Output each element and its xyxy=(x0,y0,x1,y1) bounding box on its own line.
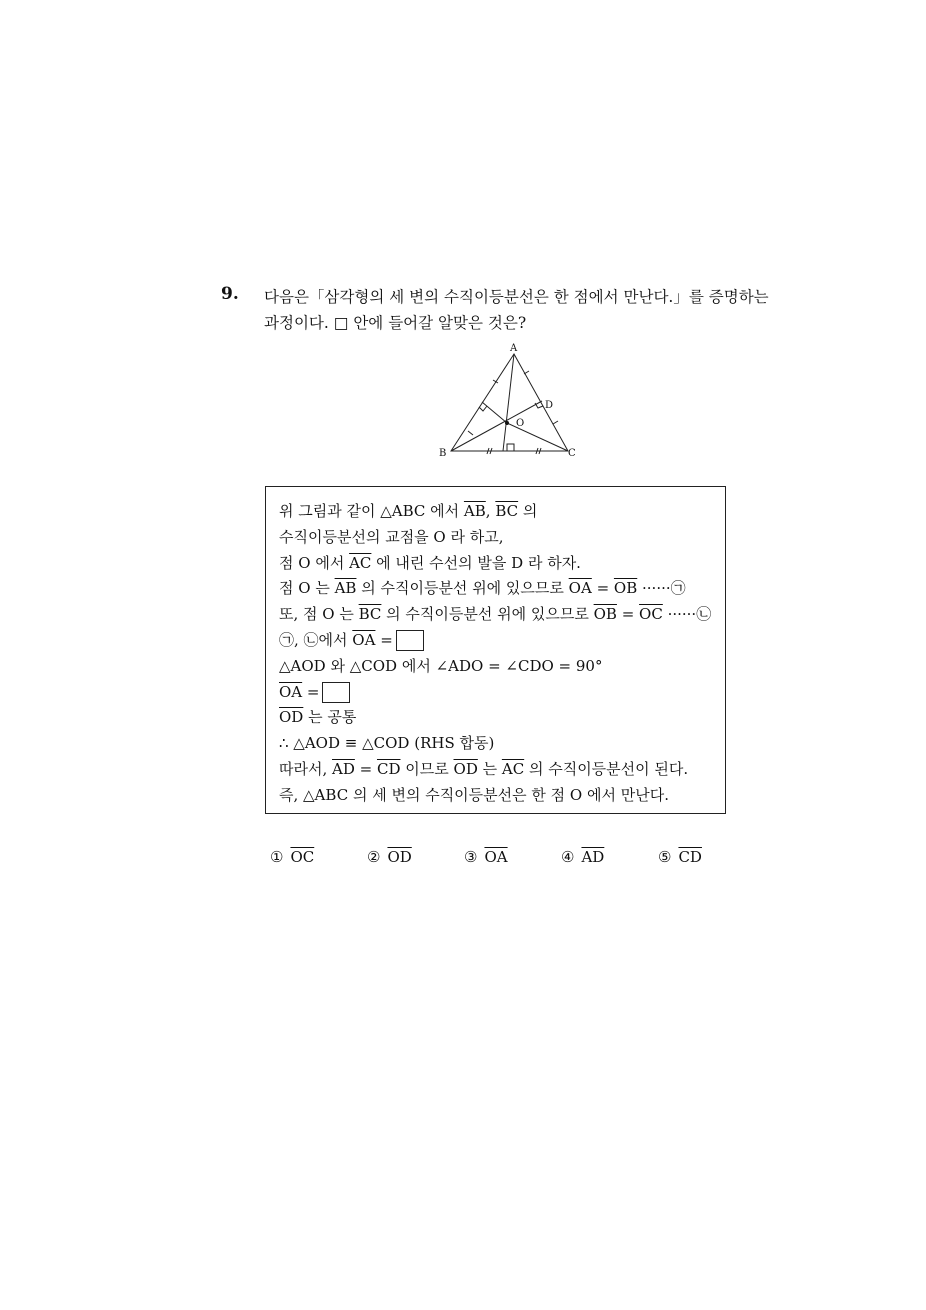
label-d: D xyxy=(545,400,554,411)
right-angle-bc xyxy=(507,444,514,451)
answer-blank-1 xyxy=(396,630,424,651)
answer-blank-2 xyxy=(322,682,350,703)
proof-line-3: 점 O 에서 $\overline{AC}$ 에 내린 수선의 발을 D 라 하자. xyxy=(279,553,581,572)
question-line-2: 과정이다. □ 안에 들어갈 알맞은 것은? xyxy=(264,314,527,332)
proof-line-10: ∴ △AOD ≡ △COD (RHS 합동) xyxy=(279,734,495,753)
proof-line-11: 따라서, $\overline{AD} = \overline{CD}$ 이므로 $\overline{OD}$ 는 $\overline{AC}$ 의 수직이등분선이 된다. xyxy=(279,759,689,778)
choice-1[interactable]: ① $\overline{OC}$ xyxy=(270,848,315,866)
point-o xyxy=(505,421,509,425)
proof-line-4: 점 O 는 $\overline{AB}$ 의 수직이등분선 위에 있으므로 $\overline{OA} = \overline{OB}$ ······㉠ xyxy=(279,579,686,598)
proof-box xyxy=(265,486,726,814)
label-b: B xyxy=(439,448,447,459)
choice-2[interactable]: ② $\overline{OD}$ xyxy=(367,848,412,866)
label-c: C xyxy=(568,448,576,459)
choice-3[interactable]: ③ $\overline{OA}$ xyxy=(464,848,508,866)
question-text xyxy=(264,284,769,336)
proof-line-1: 위 그림과 같이 △ABC 에서 $\overline{AB}$, $\overline{BC}$ 의 xyxy=(279,502,538,520)
proof-line-2: 수직이등분선의 교점을 O 라 하고, xyxy=(279,527,504,546)
choice-5[interactable]: ⑤ $\overline{CD}$ xyxy=(658,848,702,866)
proof-line-8: $\overline{OA}$ = xyxy=(279,680,713,706)
triangle-figure xyxy=(435,340,585,465)
proof-line-6: ㉠, ㉡에서 $\overline{OA}$ = xyxy=(279,628,713,654)
segment-bd xyxy=(451,401,542,451)
question-line-1: 다음은「삼각형의 세 변의 수직이등분선은 한 점에서 만난다.」를 증명하는 xyxy=(264,288,769,306)
segment-perp-ab xyxy=(482,402,507,423)
choice-4[interactable]: ④ $\overline{AD}$ xyxy=(561,848,605,866)
proof-line-12: 즉, △ABC 의 세 변의 수직이등분선은 한 점 O 에서 만난다. xyxy=(279,785,669,804)
label-a: A xyxy=(510,343,518,354)
proof-line-9: $\overline{OD}$ 는 공통 xyxy=(279,708,357,727)
proof-line-5: 또, 점 O 는 $\overline{BC}$ 의 수직이등분선 위에 있으므로 $\overline{OB} = \overline{OC}$ ······㉡ xyxy=(279,605,712,624)
proof-line-7: △AOD 와 △COD 에서 ∠ADO = ∠CDO = 90° xyxy=(279,656,603,675)
question-number: 9. xyxy=(221,284,239,304)
label-o: O xyxy=(516,418,525,429)
